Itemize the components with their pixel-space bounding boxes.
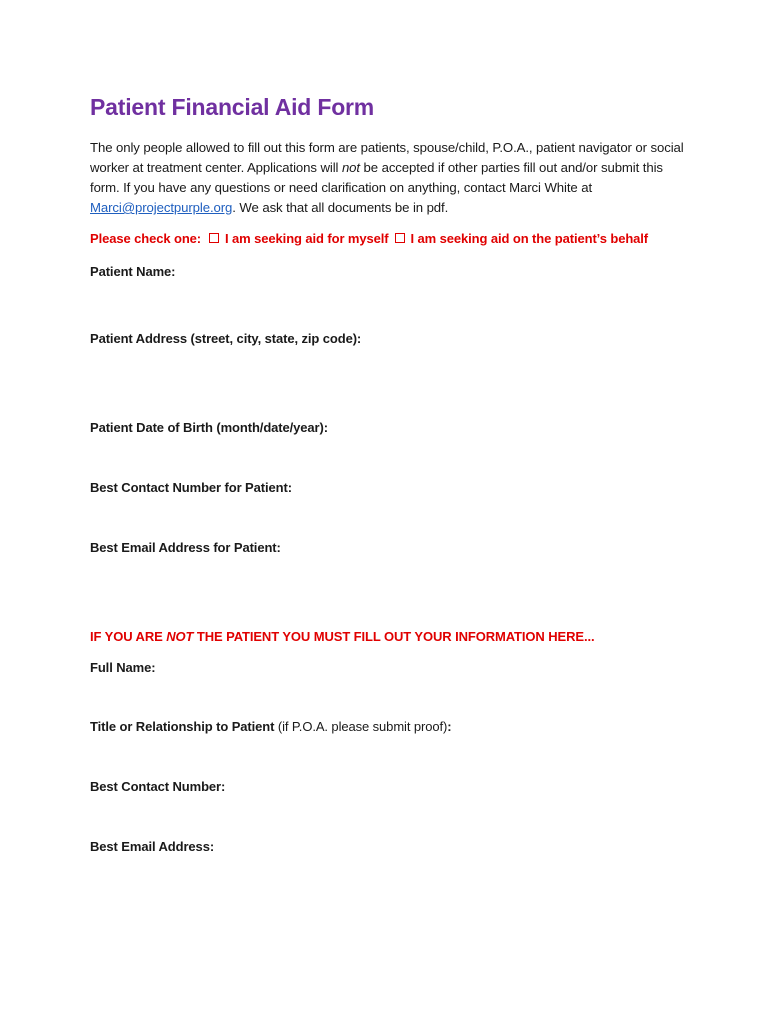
checkbox-self[interactable] <box>209 233 219 243</box>
non-patient-notice <box>90 629 594 644</box>
notice-not-emphasis: NOT <box>166 629 194 644</box>
check-prompt-label: Please check one: <box>90 231 202 246</box>
patient-name-label: Patient Name: <box>90 264 176 279</box>
patient-dob-label: Patient Date of Birth (month/date/year): <box>90 420 328 435</box>
checkbox-behalf[interactable] <box>395 233 405 243</box>
relationship-note: (if P.O.A. please submit proof) <box>274 719 448 734</box>
relationship-bold-text: Title or Relationship to Patient <box>90 719 275 734</box>
patient-phone-label: Best Contact Number for Patient: <box>90 480 292 495</box>
notice-text-post: THE PATIENT YOU MUST FILL OUT YOUR INFORMATION HERE... <box>193 629 595 644</box>
aid-type-check-row <box>90 231 648 246</box>
option-behalf-label: I am seeking aid on the patient’s behalf <box>410 231 649 246</box>
intro-paragraph <box>90 138 690 218</box>
option-self-label: I am seeking aid for myself <box>225 231 389 246</box>
relationship-colon: : <box>447 719 452 734</box>
intro-text-1: The only people allowed to fill out this form are patients, spouse/child, P.O.A., patient navigator or social worker at treatment center. Applications will <box>90 140 684 175</box>
relationship-label <box>90 719 451 734</box>
contact-email-link[interactable]: Marci@projectpurple.org <box>90 200 233 215</box>
rep-email-label: Best Email Address: <box>90 839 215 854</box>
intro-not-emphasis: not <box>341 160 360 175</box>
patient-address-label: Patient Address (street, city, state, zip code): <box>90 331 362 346</box>
form-title: Patient Financial Aid Form <box>90 94 375 120</box>
patient-email-label: Best Email Address for Patient: <box>90 540 281 555</box>
intro-text-3: . We ask that all documents be in pdf. <box>232 200 449 215</box>
rep-phone-label: Best Contact Number: <box>90 779 226 794</box>
notice-text-pre: IF YOU ARE <box>90 629 167 644</box>
full-name-label: Full Name: <box>90 660 156 675</box>
intro-text-2: be accepted if other parties fill out and/or submit this form. If you have any questions or need clarification on anything, contact Marci White at <box>90 160 663 195</box>
